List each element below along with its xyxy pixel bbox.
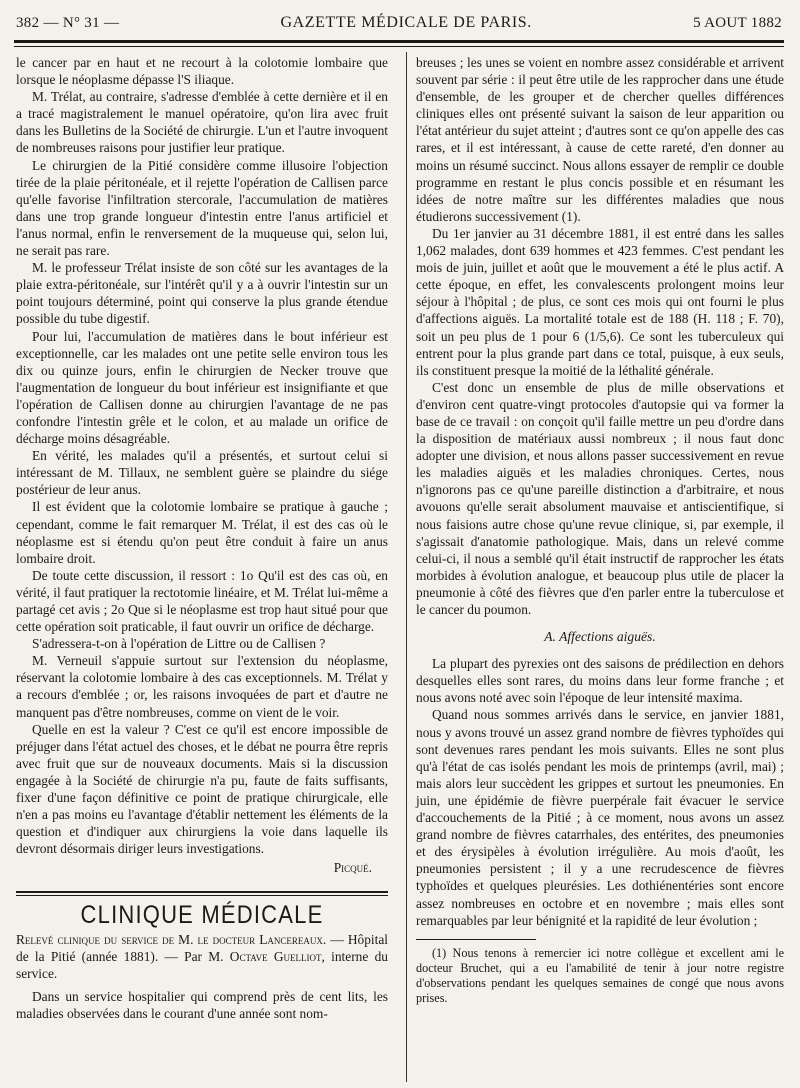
paragraph: La plupart des pyrexies ont des saisons de prédilection en dehors desquelles elles sont rares, du moins dans leur forme franche ; et nous avons noté avec soin l'époque de leur intensité maxima. bbox=[416, 656, 784, 706]
paragraph: De toute cette discussion, il ressort : 1o Qu'il est des cas où, en vérité, il faut pratiquer la rectotomie linéaire, et M. Trélat lui-même a partagé cet avis ; 2o Que si le néoplasme est trop haut situé pour que cette opération soit praticable, il faut ouvrir un orifice de décharge. bbox=[16, 567, 388, 635]
paragraph: Quelle en est la valeur ? C'est ce qu'il est encore impossible de préjuger dans l'état actuel des choses, et le débat ne pourra être repris avec fruit que sur de nouveaux documents. Mais si la discussion engagée à la Société de chirurgie n'a pu, faute de faits suffisants, fixer d'une façon définitive ce point de pratique chirurgicale, elle n'en a pas moins eu l'avantage d'établir nettement les éléments de la question et d'indiquer aux chirurgiens la voie dans laquelle ils devront désormais diriger leurs investigations. bbox=[16, 721, 388, 857]
masthead-left bbox=[16, 15, 119, 32]
paragraph: breuses ; les unes se voient en nombre assez considérable et arrivent souvent par série : il peut être utile de les rapprocher dans une étude d'ensemble, de les grouper et de chercher quelles différences cliniques elles ont présenté suivant la saison de leur apparition ou l'état antérieur du sujet atteint ; d'autres sont ce qu'on appelle des cas rares, et il est intéressant, à cause de cette rareté, d'en donner au moins un résumé succinct. Nous allons essayer de remplir ce double programme en restant le plus concis possible et en résumant les idées de notre maître sur les différentes maladies que nous étudierons successivement (1). bbox=[416, 55, 784, 224]
paragraph: Le chirurgien de la Pitié considère comme illusoire l'objection tirée de la plaie péritonéale, et il rejette l'opération de Callisen parce qu'elle favorise l'infiltration stercorale, l'accumulation de matières dans une trop grande longueur d'intestin entre l'anus artificiel et l'anus normal, enfin le renversement de la muqueuse qui, selon lui, ne serait pas rare. bbox=[16, 157, 388, 259]
footnote: (1) Nous tenons à remercier ici notre collègue et excellent ami le docteur Bruchet, qui a eu l'amabilité de tenir à jour notre registre d'observations pendant les quelques semaines de congé que nous avons prises. bbox=[416, 945, 784, 1005]
section-title: CLINIQUE MÉDICALE bbox=[80, 899, 324, 929]
paragraph: Il est évident que la colotomie lombaire se pratique à gauche ; cependant, comme le fait remarquer M. Trélat, il est des cas où le néoplasme est si étendu qu'on peut être conduit à faire un anus lombaire droit. bbox=[16, 499, 388, 566]
paragraph: S'adressera-t-on à l'opération de Littre ou de Callisen ? bbox=[32, 636, 326, 652]
section-rule-thin bbox=[16, 895, 388, 896]
author-name: Octave Guelliot, bbox=[229, 948, 325, 964]
masthead bbox=[16, 10, 782, 36]
subtitle-part: interne du service. bbox=[16, 948, 388, 981]
left-column bbox=[16, 54, 388, 1022]
paragraph: M. le professeur Trélat insiste de son côté sur les avantages de la plaie extra-péritonéale, sur l'intérêt qu'il y a à ouvrir l'intestin sur un point toujours déterminé, point qui conserve la plus grande étendue possible du tube digestif. bbox=[16, 260, 388, 327]
paragraph: Pour lui, l'accumulation de matières dans le bout inférieur est exceptionnelle, car les malades ont une petite selle environ tous les dix ou quinze jours, enfin le chirurgien de Necker trouve que l'augmentation de longueur du bout inférieur est insignifiante et que l'opération de Callisen donne au chirurgien l'avantage de ne pas confondre l'intestin grêle et le colon, et au malade un orifice de décharge moins désagréable. bbox=[16, 328, 388, 447]
paragraph: En vérité, les malades qu'il a présentés, et surtout celui si intéressant de M. Tillaux, ne semblent guère se plaindre du siége postérieur de leur anus. bbox=[16, 448, 388, 498]
journal-title: GAZETTE MÉDICALE DE PARIS. bbox=[280, 14, 532, 31]
subheading bbox=[416, 628, 784, 645]
paragraph: le cancer par en haut et ne recourt à la colotomie lombaire que lorsque le néoplasme dépasse l'S iliaque. bbox=[16, 55, 388, 88]
header-rule-thin bbox=[14, 46, 784, 47]
doctor-name: Lancereaux. bbox=[259, 931, 327, 947]
paragraph: C'est donc un ensemble de plus de mille observations et d'environ cent quatre-vingt protocoles d'autopsie qui va former la base de ce travail : on conçoit qu'il faille mettre un peu d'ordre dans la disposition de matériaux aussi nombreux ; il nous faut donc adopter une division, et nous allons passer successivement en revue les maladies aiguës et les maladies chroniques. Certes, nous n'ignorons pas ce qu'une pareille distinction a d'arbitraire, et nous avouons qu'elle serait absolument mauvaise et antiscientifique, si nous faisions autre chose qu'une revue clinique, si, par exemple, il s'agissait d'anatomie pathologique. Mais, dans un relevé comme celui-ci, il nous a semblé qu'il était instructif de rapprocher les états morbides à évolution analogue, et beaucoup plus utile de placer la pneumonie à côté des fièvres que d'en parler entre la tuberculose et le cancer du poumon. bbox=[416, 379, 784, 617]
right-column bbox=[416, 54, 784, 1006]
subtitle-part: Relevé clinique du service de M. le docteur bbox=[16, 931, 256, 947]
page-number: 382 bbox=[16, 14, 40, 31]
signature: Picqué. bbox=[333, 860, 372, 876]
issue-date: 5 AOUT 1882 bbox=[693, 14, 782, 31]
subtitle-part: — Hôpital de la Pitié (année 1881). — Par M. bbox=[16, 931, 389, 964]
footnote-rule bbox=[416, 939, 536, 940]
paragraph: M. Verneuil s'appuie surtout sur l'extension du néoplasme, réservant la colotomie lombaire à des cas exceptionnels. M. Trélat y a recours d'emblée ; or, les raisons invoquées de part et d'autre ne manquent pas d'être nombreuses, comme on vient de le voir. bbox=[16, 653, 388, 720]
section-subtitle bbox=[16, 931, 388, 982]
column-divider bbox=[406, 52, 407, 1082]
section-rule bbox=[16, 891, 388, 893]
paragraph: Quand nous sommes arrivés dans le service, en janvier 1881, nous y avons trouvé un assez grand nombre de fièvres typhoïdes qui sont devenues rares pendant les mois suivants. Elles ne sont plus qu'à l'état de cas isolés pendant les mois de printemps (avril, mai) ; mais alors leur succèdent les grippes et surtout les pneumonies. En juin, une épidémie de fièvre puerpérale fait évacuer le service d'accouchements de la Pitié ; à ce moment, nous avons un assez grand nombre de fièvres catarrhales, des entérites, des pneumonies et des érysipèles à évolution irrégulière. Au mois d'août, les pneumonies persistent ; il y a une recrudescence de fièvres typhoïdes et quelques pleurésies. Les dothiénentéries sont encore assez nombreuses en octobre et en novembre ; mais elles sont remarquables par leur bénignité et la rapidité de leur évolution ; bbox=[416, 707, 784, 928]
paragraph: Du 1er janvier au 31 décembre 1881, il est entré dans les salles 1,062 malades, dont 639 hommes et 423 femmes. C'est pendant les mois de juin, juillet et août que le mouvement a été le plus actif. A cette époque, en effet, les convalescents prolongent moins leur séjour à l'hôpital ; de plus, ce sont ces mois qui ont fourni le plus d'affections aiguës. La mortalité totale est de 188 (H. 118 ; F. 70), soit un peu plus de 1 pour 6 (1/5,6). Ce sont les tuberculeux qui entrent pour la plus grande part dans ce total, puisque, à eux seuls, ils constituent presque la moitié de la léthalité générale. bbox=[416, 225, 784, 378]
subheading-text: A. Affections aiguës. bbox=[544, 629, 656, 645]
issue-number: — N° 31 — bbox=[43, 14, 120, 31]
paragraph: M. Trélat, au contraire, s'adresse d'emblée à cette dernière et il en a tracé magistralement le manuel opératoire, qu'on lira avec fruit dans les Bulletins de la Société de chirurgie. L'un et l'autre invoquent de nombreuses raisons pour justifier leur pratique. bbox=[16, 89, 388, 156]
header-rule-thick bbox=[14, 40, 784, 43]
paragraph: Dans un service hospitalier qui comprend près de cent lits, les maladies observées dans le courant d'une année sont nom- bbox=[16, 988, 388, 1021]
